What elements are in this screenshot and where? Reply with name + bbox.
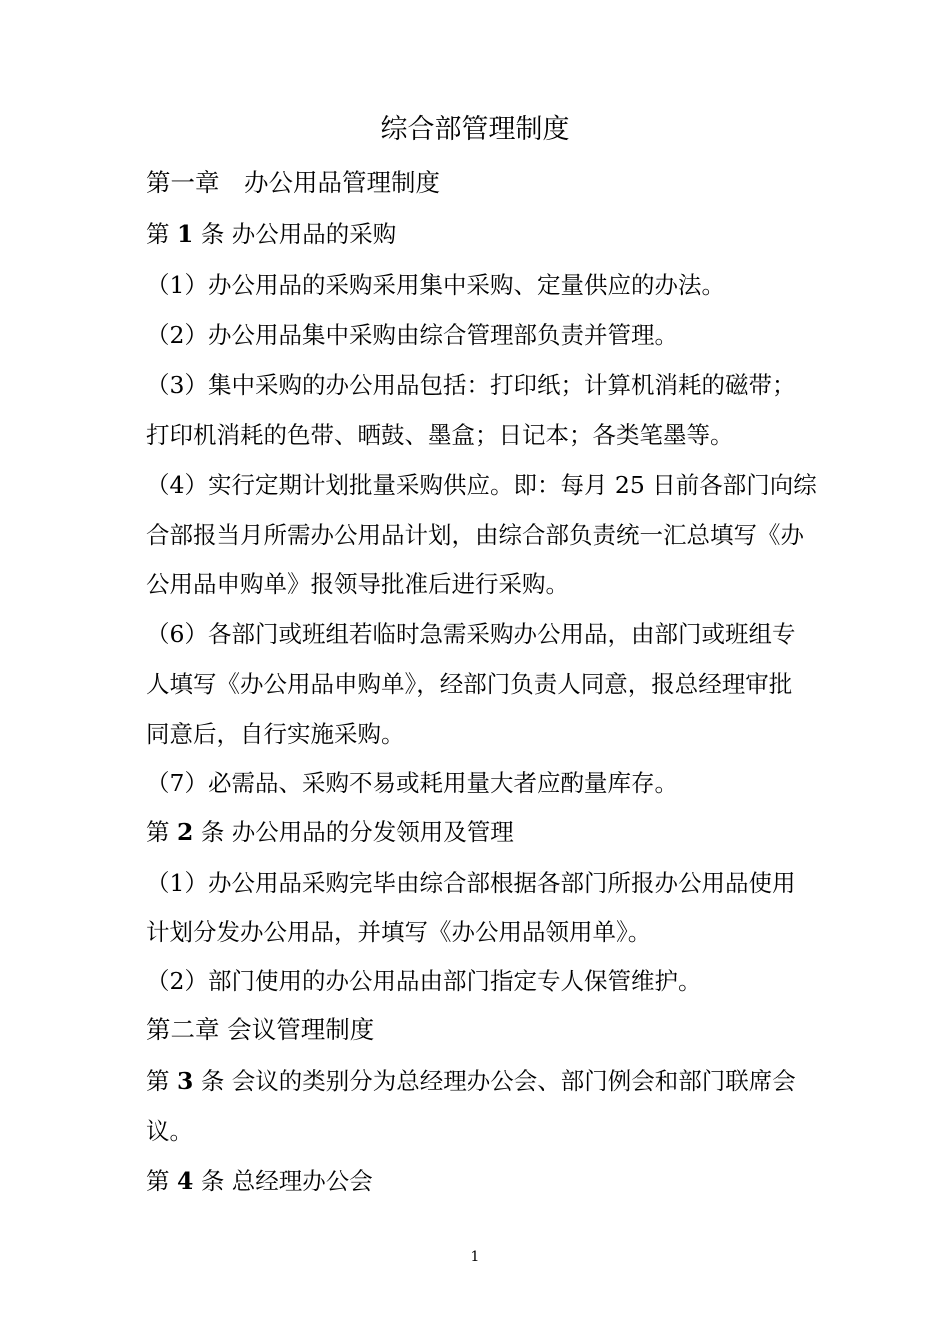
paragraph-line: 打印机消耗的色带、晒鼓、墨盒；日记本；各类笔墨等。 [146, 421, 734, 449]
article-number: 2 [176, 818, 194, 846]
paragraph-line: （3）集中采购的办公用品包括：打印纸；计算机消耗的磁带； [146, 371, 796, 399]
paragraph-line: 议。 [146, 1117, 193, 1145]
article-prefix: 第 [146, 220, 170, 248]
paragraph-line: （2）部门使用的办公用品由部门指定专人保管维护。 [146, 967, 702, 995]
paragraph-line: 公用品申购单》报领导批准后进行采购。 [146, 570, 569, 598]
article-prefix: 第 [146, 818, 170, 846]
paragraph-line: 人填写《办公用品申购单》，经部门负责人同意，报总经理审批 [146, 670, 793, 698]
paragraph-line: （6）各部门或班组若临时急需采购办公用品，由部门或班组专 [146, 620, 796, 648]
article-4-heading [146, 1164, 816, 1198]
article-number: 3 [176, 1067, 194, 1095]
chapter-2-heading: 第二章 会议管理制度 [146, 1015, 375, 1044]
paragraph-line: 计划分发办公用品，并填写《办公用品领用单》。 [146, 918, 652, 946]
article-title: 条 总经理办公会 [200, 1167, 373, 1195]
article-prefix: 第 [146, 1067, 170, 1095]
paragraph-line: （4）实行定期计划批量采购供应。即：每月 25 日前各部门向综 [146, 471, 817, 499]
article-2-heading [146, 815, 816, 849]
article-title: 条 会议的类别分为总经理办公会、部门例会和部门联席会 [200, 1067, 796, 1095]
paragraph-line: （7）必需品、采购不易或耗用量大者应酌量库存。 [146, 769, 678, 797]
article-1-heading [146, 217, 816, 251]
paragraph-line: （1）办公用品的采购采用集中采购、定量供应的办法。 [146, 271, 725, 299]
article-title: 条 办公用品的采购 [200, 220, 397, 248]
page-number: 1 [470, 1249, 480, 1265]
paragraph-line: （1）办公用品采购完毕由综合部根据各部门所报办公用品使用 [146, 869, 796, 897]
article-title: 条 办公用品的分发领用及管理 [200, 818, 514, 846]
article-prefix: 第 [146, 1167, 170, 1195]
paragraph-line: 合部报当月所需办公用品计划，由综合部负责统一汇总填写《办 [146, 521, 804, 549]
article-number: 4 [176, 1167, 194, 1195]
article-number: 1 [176, 220, 194, 248]
chapter-1-heading: 第一章 办公用品管理制度 [146, 168, 440, 197]
article-3-heading [146, 1064, 816, 1098]
paragraph-line: （2）办公用品集中采购由综合管理部负责并管理。 [146, 321, 678, 349]
paragraph-line: 同意后，自行实施采购。 [146, 720, 405, 748]
document-title: 综合部管理制度 [380, 114, 570, 145]
